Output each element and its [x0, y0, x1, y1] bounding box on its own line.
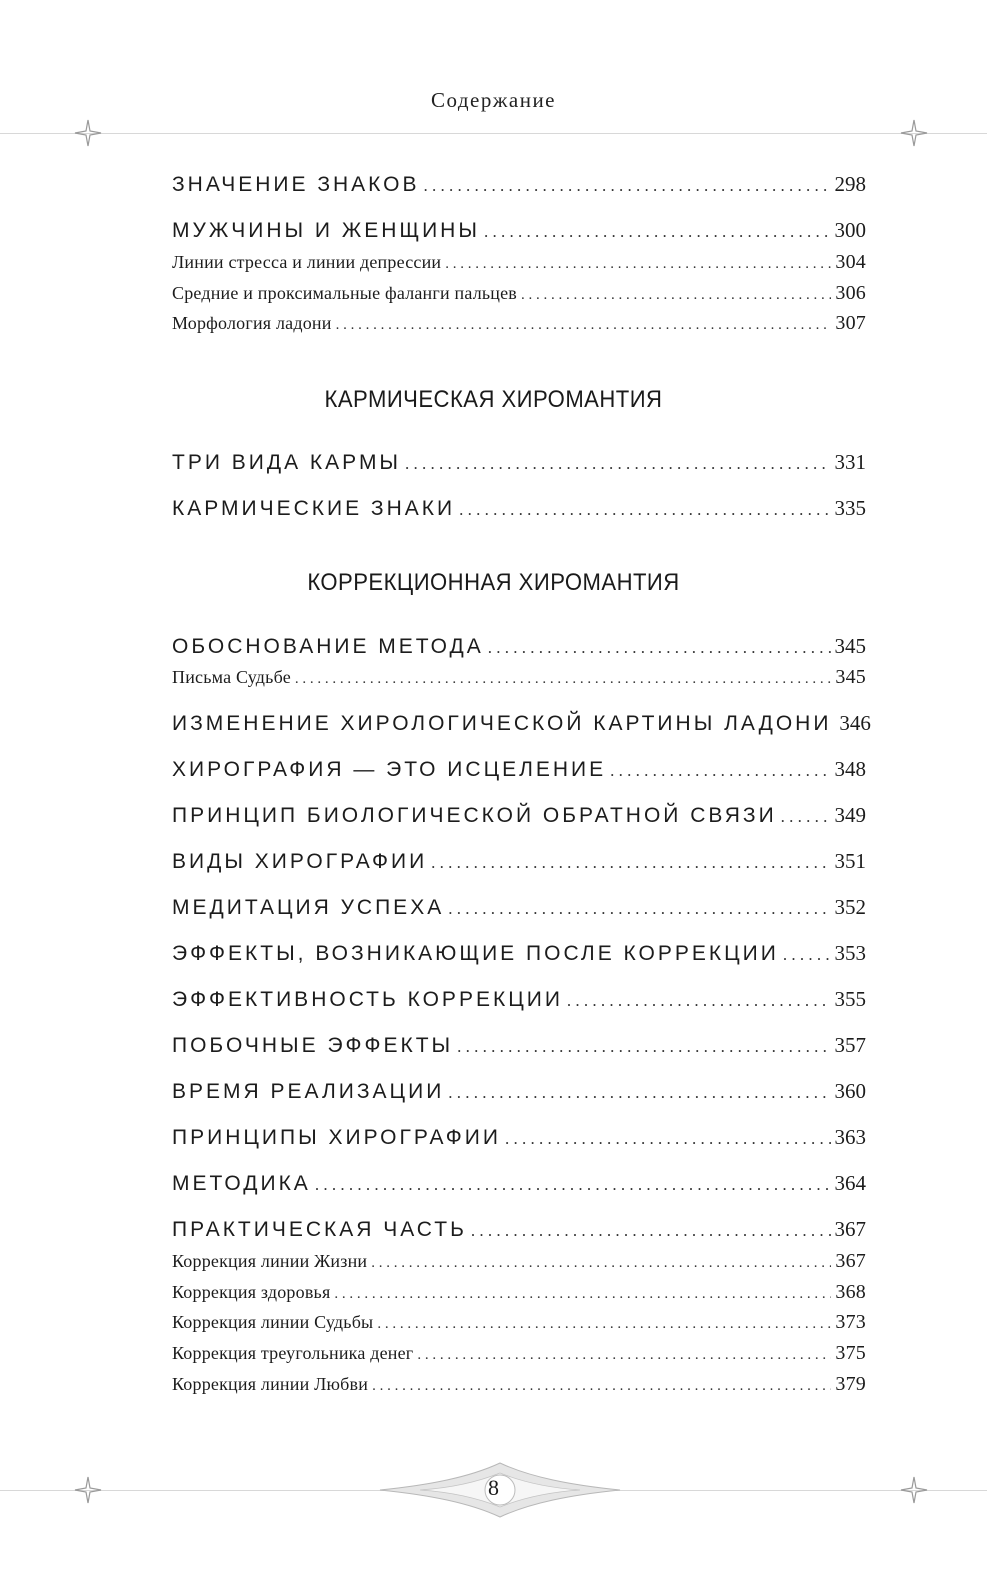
- toc-entry-page: 298: [834, 172, 866, 196]
- section-heading: КАРМИЧЕСКАЯ ХИРОМАНТИЯ: [324, 386, 663, 413]
- toc-entry[interactable]: [172, 218, 866, 243]
- dot-leader: [431, 853, 830, 873]
- toc-entry-page: 307: [835, 312, 866, 334]
- toc-entry-title: ИЗМЕНЕНИЕ ХИРОЛОГИЧЕСКОЙ КАРТИНЫ ЛАДОНИ: [172, 712, 832, 735]
- toc-entry-title: Коррекция здоровья: [172, 1282, 331, 1302]
- dot-leader: [315, 1175, 831, 1195]
- dot-leader: [457, 1037, 830, 1057]
- dot-leader: [372, 1378, 831, 1395]
- dot-leader: [448, 1083, 830, 1103]
- toc-entry-title: Средние и проксимальные фаланги пальцев: [172, 283, 518, 303]
- running-head: Содержание: [430, 88, 557, 112]
- toc-entry-title: Коррекция линии Судьбы: [172, 1312, 374, 1332]
- toc-entry-title: ВРЕМЯ РЕАЛИЗАЦИИ: [172, 1080, 445, 1103]
- toc-entry-page: 375: [835, 1342, 866, 1364]
- toc-entry-title: ПРИНЦИПЫ ХИРОГРАФИИ: [172, 1126, 501, 1149]
- toc-entry[interactable]: [172, 895, 866, 920]
- star-ornament-icon: [74, 119, 102, 147]
- page-number: 8: [488, 1475, 499, 1500]
- dot-leader: [505, 1129, 831, 1149]
- toc-entry-title: ВИДЫ ХИРОГРАФИИ: [172, 850, 428, 873]
- toc-subentry[interactable]: [172, 1342, 866, 1365]
- toc-entry-page: 368: [835, 1281, 866, 1303]
- toc-entry-title: ТРИ ВИДА КАРМЫ: [172, 451, 402, 474]
- dot-leader: [484, 222, 831, 242]
- toc-entry[interactable]: [172, 987, 866, 1012]
- dot-leader: [610, 761, 830, 781]
- dot-leader: [424, 176, 831, 196]
- toc-entry-page: 349: [834, 803, 866, 827]
- toc-entry-page: 357: [834, 1033, 866, 1057]
- toc-entry[interactable]: [172, 496, 866, 521]
- toc-entry-title: ПРАКТИЧЕСКАЯ ЧАСТЬ: [172, 1218, 467, 1241]
- toc-entry-page: 363: [834, 1125, 866, 1149]
- dot-leader: [488, 638, 831, 658]
- toc-entry-page: 373: [835, 1311, 866, 1333]
- toc-entry-title: КАРМИЧЕСКИЕ ЗНАКИ: [172, 497, 456, 520]
- toc-entry-page: 379: [835, 1373, 866, 1395]
- toc-entry[interactable]: [172, 941, 866, 966]
- toc-entry-title: МЕТОДИКА: [172, 1172, 311, 1195]
- toc-entry[interactable]: [172, 803, 866, 828]
- toc-entry-page: 367: [834, 1217, 866, 1241]
- toc-entry-title: Письма Судьбе: [172, 667, 291, 687]
- toc-entry-title: ЭФФЕКТИВНОСТЬ КОРРЕКЦИИ: [172, 988, 563, 1011]
- toc-subentry[interactable]: [172, 1250, 866, 1273]
- toc-entry-page: 351: [834, 849, 866, 873]
- toc-entry-title: МУЖЧИНЫ И ЖЕНЩИНЫ: [172, 219, 480, 242]
- toc-entry-page: 304: [835, 251, 866, 273]
- toc-subentry[interactable]: [172, 1373, 866, 1396]
- dot-leader: [405, 454, 830, 474]
- toc-entry-page: 331: [834, 450, 866, 474]
- toc-entry[interactable]: [172, 1171, 866, 1196]
- toc-entry[interactable]: [172, 1033, 866, 1058]
- toc-entry[interactable]: [172, 1079, 866, 1104]
- toc-entry-page: 348: [834, 757, 866, 781]
- toc-entry-page: 346: [839, 711, 871, 735]
- toc-entry-page: 345: [835, 666, 866, 688]
- toc-entry-page: 335: [834, 496, 866, 520]
- toc-entry-page: 353: [834, 941, 866, 965]
- toc-entry-title: Морфология ладони: [172, 313, 332, 333]
- toc-entry-page: 352: [834, 895, 866, 919]
- dot-leader: [445, 256, 831, 273]
- toc-entry-page: 300: [834, 218, 866, 242]
- dot-leader: [459, 500, 830, 520]
- toc-entry[interactable]: [172, 849, 866, 874]
- toc-subentry[interactable]: [172, 282, 866, 305]
- toc-entry-page: 364: [834, 1171, 866, 1195]
- toc-subentry[interactable]: [172, 251, 866, 274]
- toc-entry-title: ЭФФЕКТЫ, ВОЗНИКАЮЩИЕ ПОСЛЕ КОРРЕКЦИИ: [172, 942, 779, 965]
- toc-entry-page: 367: [835, 1250, 866, 1272]
- dot-leader: [448, 899, 830, 919]
- section-heading: КОРРЕКЦИОННАЯ ХИРОМАНТИЯ: [307, 569, 680, 596]
- toc-entry-page: 345: [834, 634, 866, 658]
- folio-ornament: [0, 1455, 987, 1527]
- toc-entry-title: МЕДИТАЦИЯ УСПЕХА: [172, 896, 445, 919]
- dot-leader: [521, 287, 831, 304]
- toc-subentry[interactable]: [172, 1311, 866, 1334]
- toc-subentry[interactable]: [172, 1281, 866, 1304]
- dot-leader: [783, 945, 831, 965]
- top-rule: [0, 133, 987, 134]
- toc-entry[interactable]: [172, 711, 871, 736]
- toc-subentry[interactable]: [172, 312, 866, 335]
- dot-leader: [377, 1316, 831, 1333]
- toc-entry-title: Коррекция линии Любви: [172, 1374, 369, 1394]
- toc-entry[interactable]: [172, 1125, 866, 1150]
- toc-entry[interactable]: [172, 1217, 866, 1242]
- toc-entry-title: Коррекция линии Жизни: [172, 1251, 368, 1271]
- toc-entry-title: ПРИНЦИП БИОЛОГИЧЕСКОЙ ОБРАТНОЙ СВЯЗИ: [172, 804, 777, 827]
- toc-entry-title: ЗНАЧЕНИЕ ЗНАКОВ: [172, 173, 420, 196]
- toc-entry-title: Коррекция треугольника денег: [172, 1343, 414, 1363]
- dot-leader: [781, 807, 831, 827]
- dot-leader: [336, 317, 832, 334]
- toc-entry-title: Линии стресса и линии депрессии: [172, 252, 442, 272]
- toc-entry[interactable]: [172, 634, 866, 659]
- toc-entry-page: 360: [834, 1079, 866, 1103]
- toc-entry-page: 306: [835, 282, 866, 304]
- toc-entry[interactable]: [172, 757, 866, 782]
- dot-leader: [567, 991, 831, 1011]
- toc-entry-title: ПОБОЧНЫЕ ЭФФЕКТЫ: [172, 1034, 454, 1057]
- star-ornament-icon: [900, 119, 928, 147]
- toc-entry-title: ХИРОГРАФИЯ — ЭТО ИСЦЕЛЕНИЕ: [172, 758, 607, 781]
- dot-leader: [371, 1255, 831, 1272]
- dot-leader: [334, 1286, 831, 1303]
- toc-subentry[interactable]: [172, 666, 866, 689]
- dot-leader: [471, 1221, 831, 1241]
- toc-entry-page: 355: [834, 987, 866, 1011]
- toc-entry-title: ОБОСНОВАНИЕ МЕТОДА: [172, 635, 484, 658]
- toc-entry[interactable]: [172, 450, 866, 475]
- dot-leader: [417, 1347, 831, 1364]
- dot-leader: [295, 671, 832, 688]
- toc-entry[interactable]: [172, 172, 866, 197]
